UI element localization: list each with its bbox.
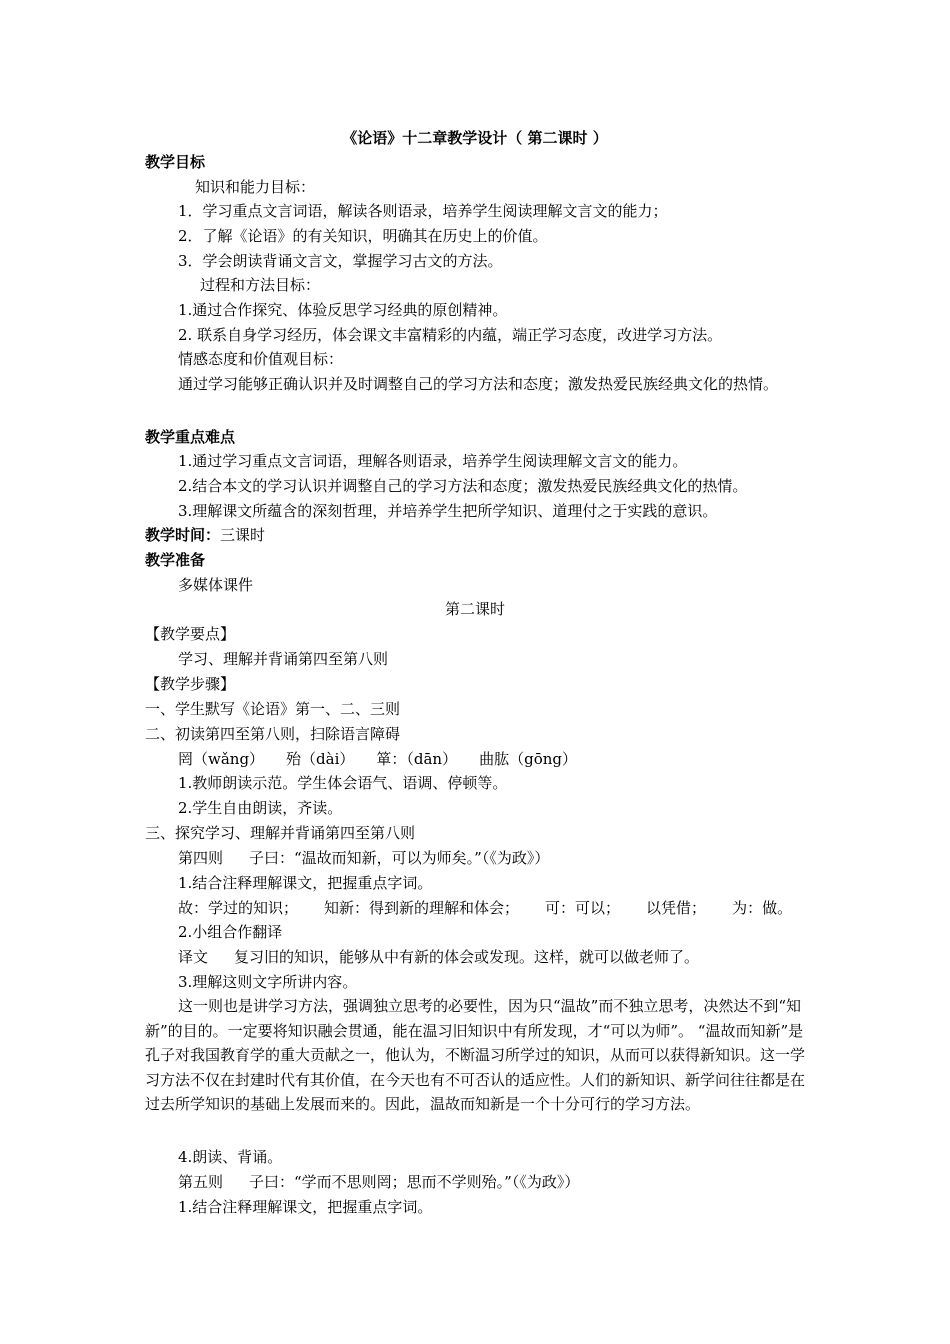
heading-preparation: 教学准备 (145, 551, 206, 569)
chapter-4-text: 子曰：“温故而知新，可以为师矣。”（《为政》） (249, 849, 550, 867)
knowledge-item-3: 3．学会朗读背诵文言文，掌握学习古文的方法。 (178, 252, 503, 270)
step-1: 一、学生默写《论语》第一、二、三则 (145, 700, 401, 718)
gloss-item: 知新：得到新的理解和体会； (324, 899, 520, 917)
gloss-line (178, 898, 818, 918)
preparation-value: 多媒体课件 (178, 576, 254, 594)
teaching-time (145, 525, 815, 545)
subheading-emotion: 情感态度和价值观目标： (178, 350, 344, 368)
step-2-item-2: 2.学生自由朗读，齐读。 (178, 799, 343, 817)
teaching-time-value: 三课时 (220, 526, 266, 544)
subheading-knowledge: 知识和能力目标： (195, 178, 316, 196)
gloss-item: 以凭借； (646, 899, 707, 917)
chapter-4-quote (178, 848, 818, 868)
gloss-item: 故：学过的知识； (178, 899, 299, 917)
chapter-4-item-1: 1.结合注释理解课文，把握重点字词。 (178, 874, 433, 892)
chapter-5-label: 第五则 (178, 1173, 224, 1191)
heading-teaching-goals: 教学目标 (145, 153, 206, 171)
subheading-method: 过程和方法目标： (200, 276, 321, 294)
translation-line (178, 947, 818, 967)
chapter-4-item-3: 3.理解这则文字所讲内容。 (178, 973, 358, 991)
method-item-1: 1.通过合作探究、体验反思学习经典的原创精神。 (178, 301, 508, 319)
key-item-2: 2.结合本文的学习认识并调整自己的学习方法和态度；激发热爱民族经典文化的热情。 (178, 477, 748, 495)
heading-teaching-points: 【教学要点】 (145, 625, 236, 643)
gloss-item: 为：做。 (732, 899, 793, 917)
chapter-5-item-1: 1.结合注释理解课文，把握重点字词。 (178, 1198, 433, 1216)
translation-text: 复习旧的知识，能够从中有新的体会或发现。这样，就可以做老师了。 (234, 948, 700, 966)
pronunciation-line (178, 749, 818, 769)
chapter-5-text: 子曰：“学而不思则罔；思而不学则殆。”（《为政》） (249, 1173, 580, 1191)
key-item-3: 3.理解课文所蕴含的深刻哲理，并培养学生把所学知识、道理付之于实践的意识。 (178, 502, 718, 520)
step-2: 二、初读第四至第八则，扫除语言障碍 (145, 725, 401, 743)
emotion-text: 通过学习能够正确认识并及时调整自己的学习方法和态度；激发热爱民族经典文化的热情。 (178, 375, 779, 393)
document-title: 《论语》十二章教学设计（ 第二课时 ） (342, 129, 608, 147)
chapter-5-quote (178, 1172, 818, 1192)
heading-key-points: 教学重点难点 (145, 428, 236, 446)
key-item-1: 1.通过学习重点文言词语，理解各则语录，培养学生阅读理解文言文的能力。 (178, 452, 688, 470)
knowledge-item-1: 1．学习重点文言词语，解读各则语录，培养学生阅读理解文言文的能力； (178, 202, 668, 220)
gloss-item: 可：可以； (545, 899, 621, 917)
chapter-4-item-2: 2.小组合作翻译 (178, 923, 283, 941)
pronunciation-item: 曲肱（gōng） (479, 750, 578, 768)
session-title: 第二课时 (444, 600, 505, 618)
step-2-item-1: 1.教师朗读示范。学生体会语气、语调、停顿等。 (178, 774, 508, 792)
translation-label: 译文 (178, 948, 209, 966)
explanation-paragraph: 这一则也是讲学习方法，强调独立思考的必要性，因为只“温故”而不独立思考，决然达不到“知新”的目的。一定要将知识融会贯通，能在温习旧知识中有所发现，才“可以为师”。 “温故而知新”是孔子对我国教育学的重大贡献之一，他认为，不断温习所学过的知识，从而可以获得新知识。这一学习方法不仅在封建时代有其价值，在今天也有不可否认的适应性。人们的新知识、新学问往往都是在过去所学知识的基础上发展而来的。因此，温故而知新是一个十分可行的学习方法。 (145, 997, 806, 1114)
pronunciation-item: 殆（dài） (286, 750, 355, 768)
heading-teaching-steps: 【教学步骤】 (145, 675, 236, 693)
pronunciation-item: 罔（wǎng） (178, 750, 265, 768)
teaching-points-value: 学习、理解并背诵第四至第八则 (178, 650, 389, 668)
chapter-4-item-4: 4.朗读、背诵。 (178, 1148, 283, 1166)
knowledge-item-2: 2．了解《论语》的有关知识，明确其在历史上的价值。 (178, 227, 548, 245)
chapter-4-label: 第四则 (178, 849, 224, 867)
method-item-2: 2. 联系自身学习经历，体会课文丰富精彩的内蕴，端正学习态度，改进学习方法。 (178, 326, 723, 344)
heading-teaching-time: 教学时间： (145, 526, 221, 544)
step-3: 三、探究学习、理解并背诵第四至第八则 (145, 824, 416, 842)
pronunciation-item: 箪：（dān） (376, 750, 458, 768)
